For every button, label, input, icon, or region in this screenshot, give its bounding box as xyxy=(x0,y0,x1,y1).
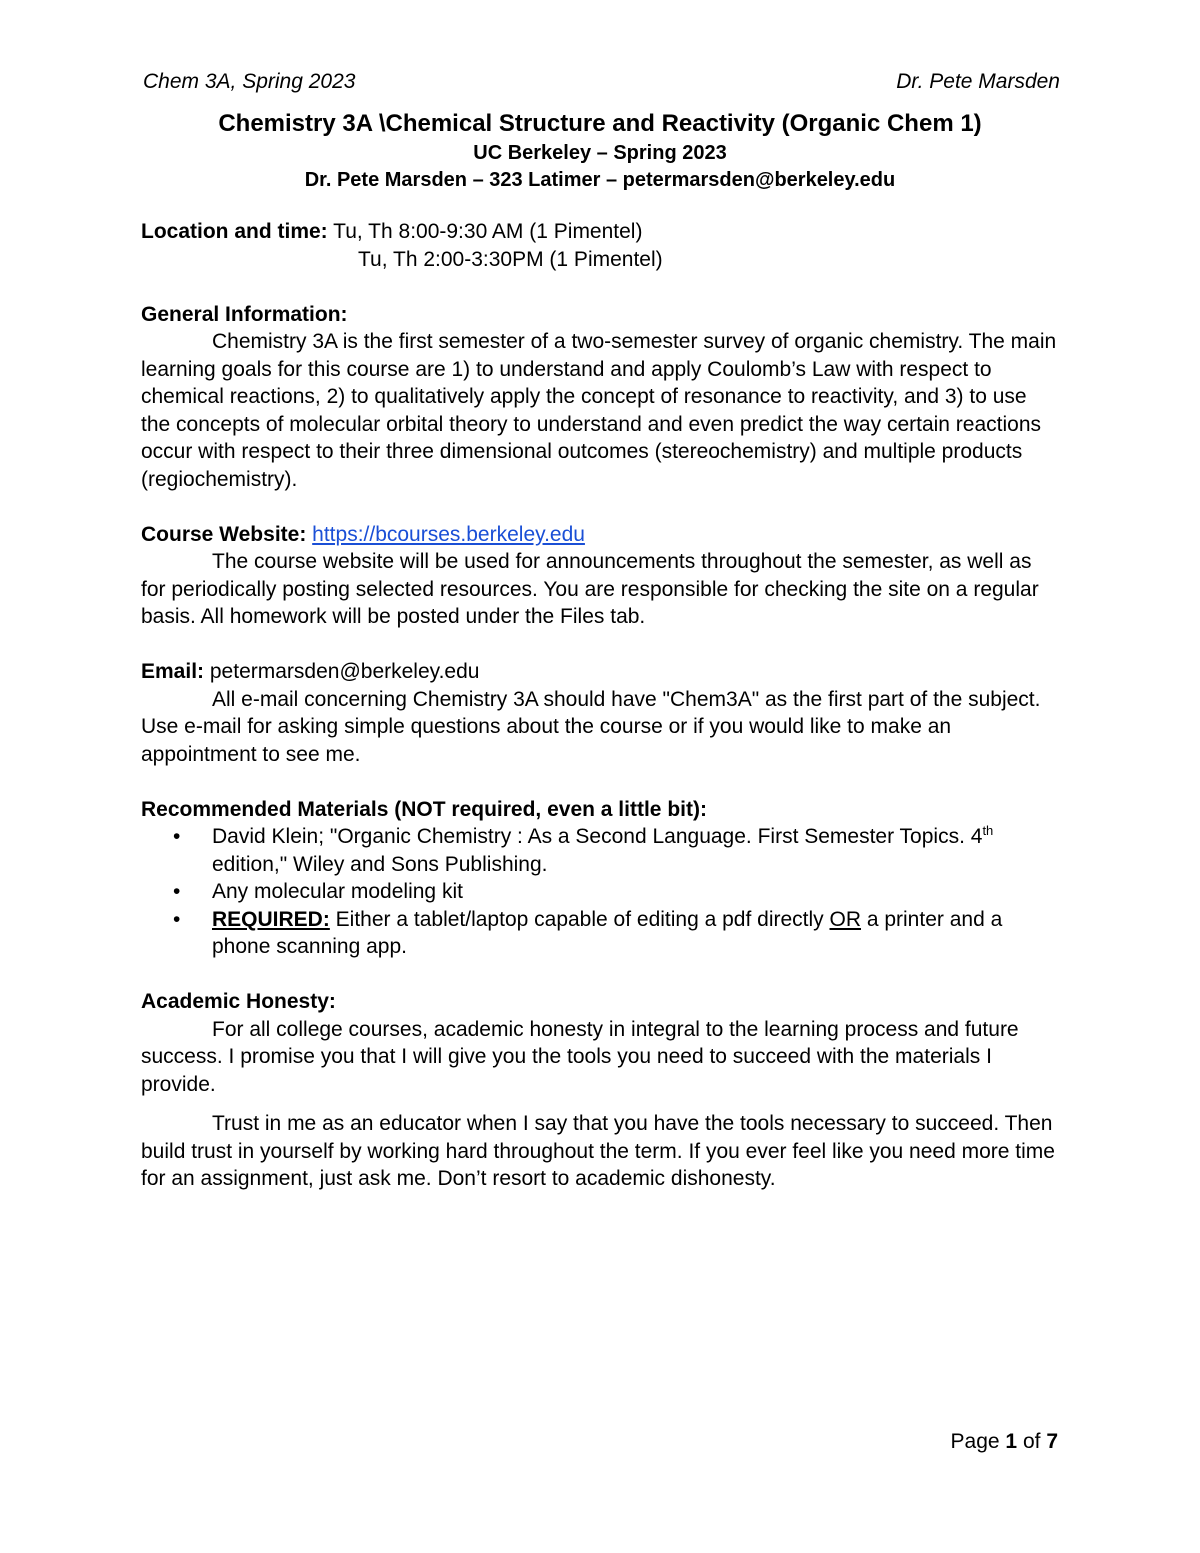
location-label: Location and time: xyxy=(141,220,328,243)
location-section xyxy=(141,218,1061,246)
required-label: REQUIRED: xyxy=(212,907,330,931)
general-text: Chemistry 3A is the first semester of a two-semester survey of organic chemistry. The main learning goals for this course are 1) to understand and apply Coulomb’s Law with respect to chemical reactions, 2) to qualitatively apply the concept of resonance to reactivity, and 3) to use the concepts of molecular orbital theory to understand and even predict the way certain reactions occur with respect to their three dimensional outcomes (stereochemistry) and multiple products (regiochemistry). xyxy=(141,330,1057,491)
honesty-para-2: Trust in me as an educator when I say that you have the tools necessary to succeed. Then build trust in yourself by working hard throughout the term. If you ever feel like you need more time for an assignment, just ask me. Don’t resort to academic dishonesty. xyxy=(141,1112,1055,1190)
general-heading: General Information: xyxy=(141,302,348,326)
location-time-2: Tu, Th 2:00-3:30PM (1 Pimentel) xyxy=(358,247,663,271)
header-instructor: Dr. Pete Marsden xyxy=(896,70,1060,93)
materials-list xyxy=(141,823,1061,961)
document-body xyxy=(141,218,1061,1193)
bullet-icon: • xyxy=(173,907,181,931)
honesty-heading: Academic Honesty: xyxy=(141,990,336,1013)
website-text: The course website will be used for announcements throughout the semester, as well as for periodically posting selected resources. You are responsible for checking the site on a regular basis. All homework will be posted under the Files tab. xyxy=(141,550,1039,628)
website-link[interactable]: https://bcourses.berkeley.edu xyxy=(312,522,585,546)
bullet-icon: • xyxy=(173,825,181,848)
email-address: petermarsden@berkeley.edu xyxy=(209,660,480,683)
email-text: All e-mail concerning Chemistry 3A should have "Chem3A" as the first part of the subject. Use e-mail for asking simple questions about the course or if you would like to make an appointment to see me. xyxy=(141,687,1041,766)
list-item: • Any molecular modeling kit xyxy=(141,878,1061,906)
materials-heading: Recommended Materials (NOT required, even a little bit): xyxy=(141,797,707,821)
bullet-icon: • xyxy=(173,880,181,903)
email-line xyxy=(141,658,1061,686)
title-block xyxy=(0,108,1200,194)
website-label: Course Website: xyxy=(141,522,307,546)
website-line xyxy=(141,521,1061,549)
or-emphasis: OR xyxy=(829,907,861,931)
page-number: Page 1 of 7 xyxy=(950,1430,1058,1453)
university-line: UC Berkeley – Spring 2023 xyxy=(473,142,727,164)
email-label: Email: xyxy=(141,660,205,683)
location-time-1: Tu, Th 8:00-9:30 AM (1 Pimentel) xyxy=(333,220,643,243)
honesty-para-1: For all college courses, academic honesty in integral to the learning process and future success. I promise you that I will give you the tools you need to succeed with the materials I provide. xyxy=(141,1017,1019,1096)
list-item: • REQUIRED: Either a tablet/laptop capable of editing a pdf directly OR a printer and a phone scanning app. xyxy=(173,907,1003,958)
instructor-line: Dr. Pete Marsden – 323 Latimer – petermarsden@berkeley.edu xyxy=(304,169,896,191)
list-item: • David Klein; "Organic Chemistry : As a Second Language. First Semester Topics. 4th edition," Wiley and Sons Publishing. xyxy=(173,823,994,876)
header-course: Chem 3A, Spring 2023 xyxy=(143,70,356,93)
document-title: Chemistry 3A \Chemical Structure and Reactivity (Organic Chem 1) xyxy=(218,110,982,137)
